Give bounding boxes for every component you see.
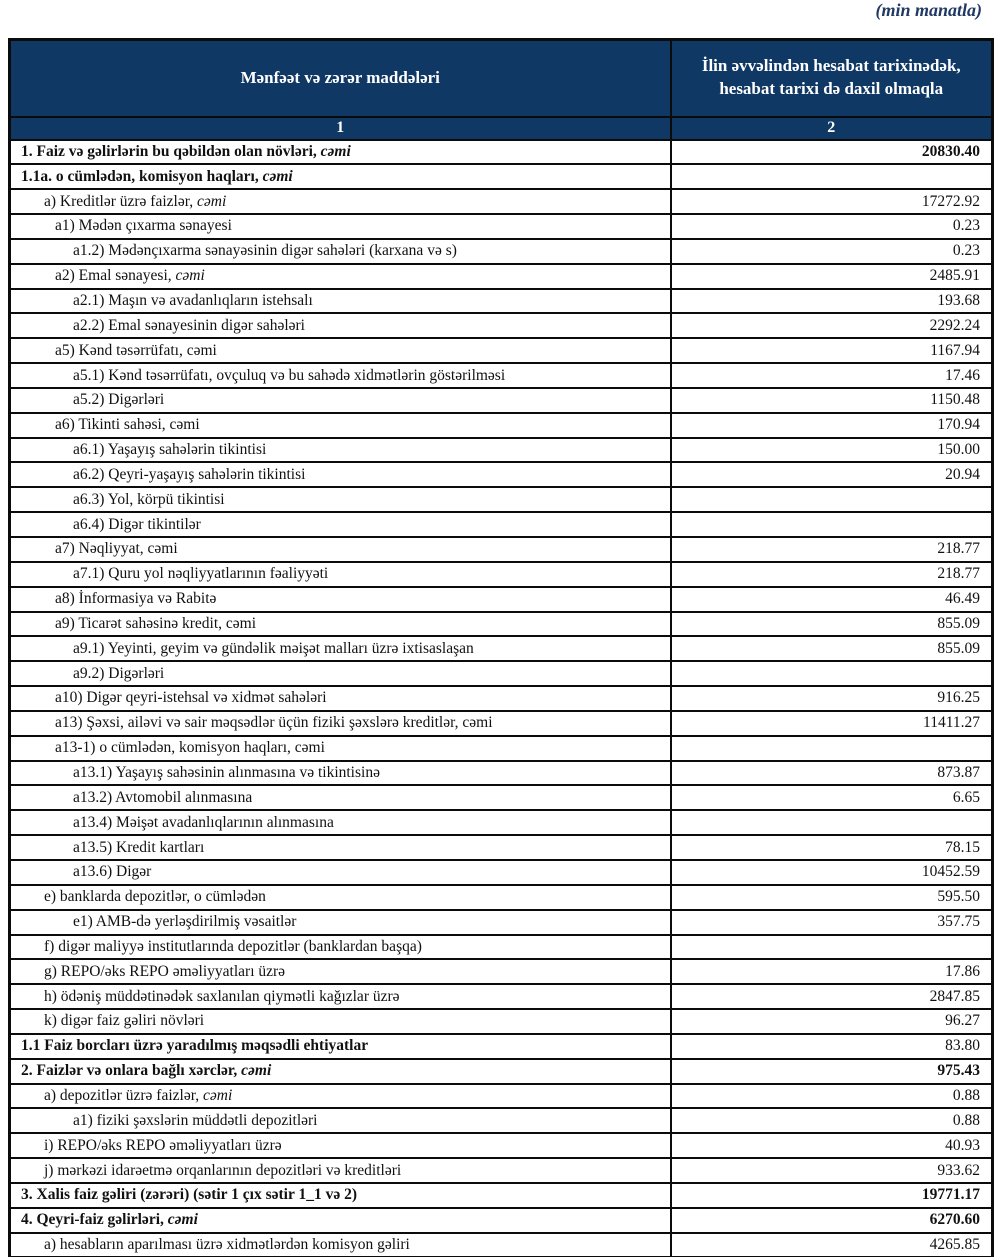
- row-value: 6270.60: [671, 1208, 993, 1233]
- table-row: [10, 1059, 993, 1084]
- row-value: 933.62: [671, 1158, 993, 1183]
- row-value: 0.88: [671, 1108, 993, 1133]
- row-label: a13.6) Digər: [10, 860, 671, 885]
- row-label: a1) Mədən çıxarma sənayesi: [10, 214, 671, 239]
- table-row: [10, 189, 993, 214]
- table-row: [10, 562, 993, 587]
- table-row: [10, 512, 993, 537]
- table-row: [10, 785, 993, 810]
- row-label: a1.2) Mədənçıxarma sənayəsinin digər sahələri (karxana və s): [10, 239, 671, 264]
- row-label: 1.1 Faiz borcları üzrə yaradılmış məqsədli ehtiyatlar: [10, 1034, 671, 1059]
- row-value: 46.49: [671, 587, 993, 612]
- row-value: 4265.85: [671, 1233, 993, 1257]
- table-row: [10, 686, 993, 711]
- row-value: 11411.27: [671, 711, 993, 736]
- table-row: [10, 1208, 993, 1233]
- table-row: [10, 1009, 993, 1034]
- row-label: a9.1) Yeyinti, geyim və gündəlik məişət malları üzrə ixtisaslaşan: [10, 636, 671, 661]
- row-label: a13.1) Yaşayış sahəsinin alınmasına və tikintisinə: [10, 761, 671, 786]
- row-label-italic-suffix: cəmi: [320, 142, 351, 160]
- row-label: e1) AMB-də yerləşdirilmiş vəsaitlər: [10, 910, 671, 935]
- row-value: 10452.59: [671, 860, 993, 885]
- table-row: [10, 587, 993, 612]
- row-value: 78.15: [671, 835, 993, 860]
- table-row: [10, 612, 993, 637]
- column-number-row: [10, 117, 993, 140]
- table-row: [10, 214, 993, 239]
- table-row: [10, 289, 993, 314]
- row-label: a6.4) Digər tikintilər: [10, 512, 671, 537]
- table-row: [10, 388, 993, 413]
- row-label: 4. Qeyri-faiz gəlirləri, cəmi: [10, 1208, 671, 1233]
- row-value: 595.50: [671, 885, 993, 910]
- row-value: 17272.92: [671, 189, 993, 214]
- row-label: e) banklarda depozitlər, o cümlədən: [10, 885, 671, 910]
- table-row: [10, 1183, 993, 1208]
- row-label: a9) Ticarət sahəsinə kredit, cəmi: [10, 612, 671, 637]
- table-row: [10, 736, 993, 761]
- row-label: a7.1) Quru yol nəqliyyatlarının fəaliyyəti: [10, 562, 671, 587]
- row-value: 0.23: [671, 214, 993, 239]
- row-value: 83.80: [671, 1034, 993, 1059]
- row-label: 1.1a. o cümlədən, komisyon haqları, cəmi: [10, 164, 671, 189]
- column-number-2: 2: [671, 117, 993, 140]
- table-row: [10, 1158, 993, 1183]
- column-header-period: İlin əvvəlindən hesabat tarixinədək, hesabat tarixi də daxil olmaqla: [671, 40, 993, 117]
- row-value: [671, 164, 993, 189]
- row-label-italic-suffix: cəmi: [175, 267, 205, 285]
- row-label: a13.2) Avtomobil alınmasına: [10, 785, 671, 810]
- row-value: 0.88: [671, 1084, 993, 1109]
- row-value: 96.27: [671, 1009, 993, 1034]
- row-value: [671, 512, 993, 537]
- table-row: [10, 761, 993, 786]
- table-row: [10, 711, 993, 736]
- row-value: [671, 736, 993, 761]
- table-row: [10, 810, 993, 835]
- table-row: [10, 636, 993, 661]
- row-value: 218.77: [671, 562, 993, 587]
- row-value: 1150.48: [671, 388, 993, 413]
- table-row: [10, 1233, 993, 1257]
- row-label: a13.5) Kredit kartları: [10, 835, 671, 860]
- table-row: [10, 140, 993, 165]
- table-row: [10, 835, 993, 860]
- row-label: g) REPO/əks REPO əməliyyatları üzrə: [10, 959, 671, 984]
- table-row: [10, 959, 993, 984]
- row-value: 20.94: [671, 462, 993, 487]
- profit-loss-table: [8, 38, 994, 1257]
- row-value: 193.68: [671, 289, 993, 314]
- row-label: k) digər faiz gəliri növləri: [10, 1009, 671, 1034]
- row-label: a10) Digər qeyri-istehsal və xidmət sahələri: [10, 686, 671, 711]
- row-label: j) mərkəzi idarəetmə orqanlarının depozitləri və kreditləri: [10, 1158, 671, 1183]
- table-row: [10, 363, 993, 388]
- row-label: h) ödəniş müddətinədək saxlanılan qiymətli kağızlar üzrə: [10, 984, 671, 1009]
- table-row: [10, 1034, 993, 1059]
- row-label: f) digər maliyyə institutlarında depozitlər (banklardan başqa): [10, 935, 671, 960]
- row-value: [671, 661, 993, 686]
- table-row: [10, 313, 993, 338]
- row-label: a6.1) Yaşayış sahələrin tikintisi: [10, 438, 671, 463]
- row-label: a1) fiziki şəxslərin müddətli depozitləri: [10, 1108, 671, 1133]
- row-value: 975.43: [671, 1059, 993, 1084]
- table-row: [10, 462, 993, 487]
- row-label: a) hesabların aparılması üzrə xidmətlərdən komisyon gəliri: [10, 1233, 671, 1257]
- row-label-italic-suffix: cəmi: [203, 1086, 233, 1104]
- row-value: 19771.17: [671, 1183, 993, 1208]
- row-value: 17.86: [671, 959, 993, 984]
- row-value: 17.46: [671, 363, 993, 388]
- column-header-items: Mənfəət və zərər maddələri: [10, 40, 671, 117]
- row-label: a13.4) Məişət avadanlıqlarının alınmasına: [10, 810, 671, 835]
- row-label: a13) Şəxsi, ailəvi və sair məqsədlər üçün fiziki şəxslərə kreditlər, cəmi: [10, 711, 671, 736]
- row-label: 2. Faizlər və onlara bağlı xərclər, cəmi: [10, 1059, 671, 1084]
- table-row: [10, 661, 993, 686]
- table-row: [10, 1084, 993, 1109]
- row-value: 6.65: [671, 785, 993, 810]
- table-row: [10, 537, 993, 562]
- row-value: 170.94: [671, 413, 993, 438]
- row-label-italic-suffix: cəmi: [167, 1211, 198, 1229]
- row-label: a6.3) Yol, körpü tikintisi: [10, 487, 671, 512]
- column-number-1: 1: [10, 117, 671, 140]
- row-label: a5.2) Digərləri: [10, 388, 671, 413]
- row-value: 916.25: [671, 686, 993, 711]
- table-row: [10, 984, 993, 1009]
- table-row: [10, 239, 993, 264]
- row-value: 2485.91: [671, 264, 993, 289]
- table-row: [10, 860, 993, 885]
- row-label: 3. Xalis faiz gəliri (zərəri) (sətir 1 çıx sətir 1_1 və 2): [10, 1183, 671, 1208]
- row-value: 1167.94: [671, 338, 993, 363]
- row-value: 873.87: [671, 761, 993, 786]
- table-row: [10, 1108, 993, 1133]
- row-label: i) REPO/əks REPO əməliyyatları üzrə: [10, 1133, 671, 1158]
- table-row: [10, 487, 993, 512]
- row-label: a6.2) Qeyri-yaşayış sahələrin tikintisi: [10, 462, 671, 487]
- row-label: a6) Tikinti sahəsi, cəmi: [10, 413, 671, 438]
- row-value: 2292.24: [671, 313, 993, 338]
- table-row: [10, 338, 993, 363]
- row-label: a7) Nəqliyyat, cəmi: [10, 537, 671, 562]
- row-value: 855.09: [671, 612, 993, 637]
- table-row: [10, 413, 993, 438]
- row-label: a2.2) Emal sənayesinin digər sahələri: [10, 313, 671, 338]
- row-label: a5.1) Kənd təsərrüfatı, ovçuluq və bu sahədə xidmətlərin göstərilməsi: [10, 363, 671, 388]
- table-row: [10, 264, 993, 289]
- row-value: [671, 810, 993, 835]
- table-row: [10, 910, 993, 935]
- row-value: 40.93: [671, 1133, 993, 1158]
- row-value: [671, 935, 993, 960]
- table-row: [10, 438, 993, 463]
- row-value: 357.75: [671, 910, 993, 935]
- row-label: a) Kreditlər üzrə faizlər, cəmi: [10, 189, 671, 214]
- row-label-italic-suffix: cəmi: [241, 1062, 272, 1080]
- unit-note: (min manatla): [875, 0, 982, 20]
- table-body: [10, 140, 993, 1257]
- table-row: [10, 1133, 993, 1158]
- row-value: [671, 487, 993, 512]
- header-row: [10, 40, 993, 117]
- row-value: 0.23: [671, 239, 993, 264]
- row-label: a9.2) Digərləri: [10, 661, 671, 686]
- row-label-italic-suffix: cəmi: [197, 192, 227, 210]
- row-label: a13-1) o cümlədən, komisyon haqları, cəmi: [10, 736, 671, 761]
- row-label: a8) İnformasiya və Rabitə: [10, 587, 671, 612]
- table-row: [10, 935, 993, 960]
- row-label: 1. Faiz və gəlirlərin bu qəbildən olan növləri, cəmi: [10, 140, 671, 165]
- row-value: 20830.40: [671, 140, 993, 165]
- table-row: [10, 885, 993, 910]
- table-row: [10, 164, 993, 189]
- row-label: a) depozitlər üzrə faizlər, cəmi: [10, 1084, 671, 1109]
- table-header: [10, 40, 993, 140]
- row-label: a2.1) Maşın və avadanlıqların istehsalı: [10, 289, 671, 314]
- row-value: 218.77: [671, 537, 993, 562]
- row-label-italic-suffix: cəmi: [262, 167, 293, 185]
- row-label: a2) Emal sənayesi, cəmi: [10, 264, 671, 289]
- row-value: 150.00: [671, 438, 993, 463]
- row-label: a5) Kənd təsərrüfatı, cəmi: [10, 338, 671, 363]
- row-value: 2847.85: [671, 984, 993, 1009]
- row-value: 855.09: [671, 636, 993, 661]
